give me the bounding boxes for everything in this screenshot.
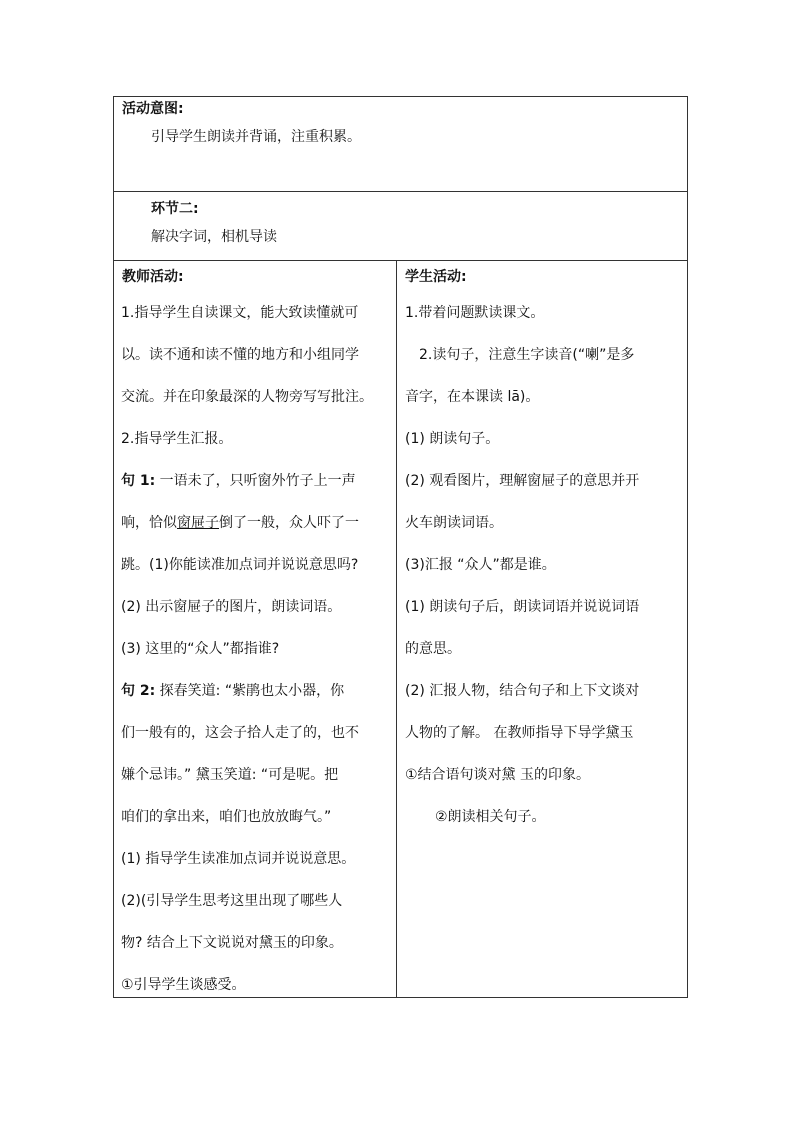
student-line: (2) 观看图片，理解窗屉子的意思并开 bbox=[405, 473, 640, 489]
sentence-text: 探春笑道: “紫鹃也太小器，你 bbox=[155, 683, 345, 699]
sentence-text: 一语未了，只听窗外竹子上一声 bbox=[155, 473, 356, 489]
student-line: 2.读句子，注意生字读音(“喇”是多 bbox=[419, 347, 635, 363]
student-line: ①结合语句谈对黛 玉的印象。 bbox=[405, 767, 591, 783]
student-line: 火车朗读词语。 bbox=[405, 515, 503, 531]
teacher-line: (1) 指导学生读准加点词并说说意思。 bbox=[121, 851, 356, 867]
stage-two-text: 解决字词，相机导读 bbox=[151, 229, 277, 245]
student-line: ②朗读相关句子。 bbox=[435, 809, 546, 825]
activity-intent-text: 引导学生朗读并背诵，注重积累。 bbox=[151, 129, 361, 145]
sentence-label: 句 1: bbox=[121, 473, 156, 489]
stage-two-cell bbox=[114, 191, 687, 261]
teacher-line bbox=[121, 515, 359, 531]
teacher-activity-column bbox=[114, 261, 397, 997]
teacher-line: 2.指导学生汇报。 bbox=[121, 431, 233, 447]
lesson-plan-table bbox=[113, 96, 688, 998]
teacher-activity-heading: 教师活动: bbox=[122, 269, 184, 285]
student-line: 1.带着问题默读课文。 bbox=[405, 305, 545, 321]
teacher-line: 以。读不通和读不懂的地方和小组同学 bbox=[121, 347, 359, 363]
teacher-line: 们一般有的，这会子拾人走了的，也不 bbox=[121, 725, 359, 741]
teacher-line: 咱们的拿出来，咱们也放放晦气。” bbox=[121, 809, 332, 825]
teacher-line: 嫌个忌讳。” 黛玉笑道: “可是呢。把 bbox=[121, 767, 339, 783]
student-line: (1) 朗读句子。 bbox=[405, 431, 500, 447]
teacher-line: 物? 结合上下文说说对黛玉的印象。 bbox=[121, 935, 343, 951]
teacher-line bbox=[121, 683, 344, 699]
teacher-line bbox=[121, 473, 356, 489]
student-line: (1) 朗读句子后，朗读词语并说说词语 bbox=[405, 599, 640, 615]
teacher-line: 1.指导学生自读课文，能大致读懂就可 bbox=[121, 305, 359, 321]
activity-intent-cell bbox=[114, 97, 687, 192]
teacher-line: 交流。并在印象最深的人物旁写写批注。 bbox=[121, 389, 373, 405]
line-text: 响，恰似 bbox=[121, 515, 177, 531]
activity-intent-heading: 活动意图: bbox=[122, 101, 184, 117]
student-line: 人物的了解。 在教师指导下导学黛玉 bbox=[405, 725, 634, 741]
teacher-line: (3) 这里的“众人”都指谁? bbox=[121, 641, 280, 657]
teacher-line: (2) 出示窗屉子的图片，朗读词语。 bbox=[121, 599, 342, 615]
student-line: (3)汇报 “众人”都是谁。 bbox=[405, 557, 556, 573]
teacher-line: 跳。(1)你能读准加点词并说说意思吗? bbox=[121, 557, 359, 573]
stage-two-heading: 环节二: bbox=[151, 201, 199, 217]
teacher-line: (2)(引导学生思考这里出现了哪些人 bbox=[121, 893, 343, 909]
teacher-line: ①引导学生谈感受。 bbox=[121, 977, 246, 993]
student-line: (2) 汇报人物，结合句子和上下文谈对 bbox=[405, 683, 640, 699]
student-activity-heading: 学生活动: bbox=[405, 269, 467, 285]
student-line: 的意思。 bbox=[405, 641, 461, 657]
sentence-label: 句 2: bbox=[121, 683, 156, 699]
underlined-word: 窗屉子 bbox=[177, 515, 219, 531]
student-activity-column bbox=[397, 261, 687, 997]
student-line: 音字，在本课读 lā)。 bbox=[405, 389, 540, 405]
line-text: 倒了一般，众人吓了一 bbox=[219, 515, 359, 531]
